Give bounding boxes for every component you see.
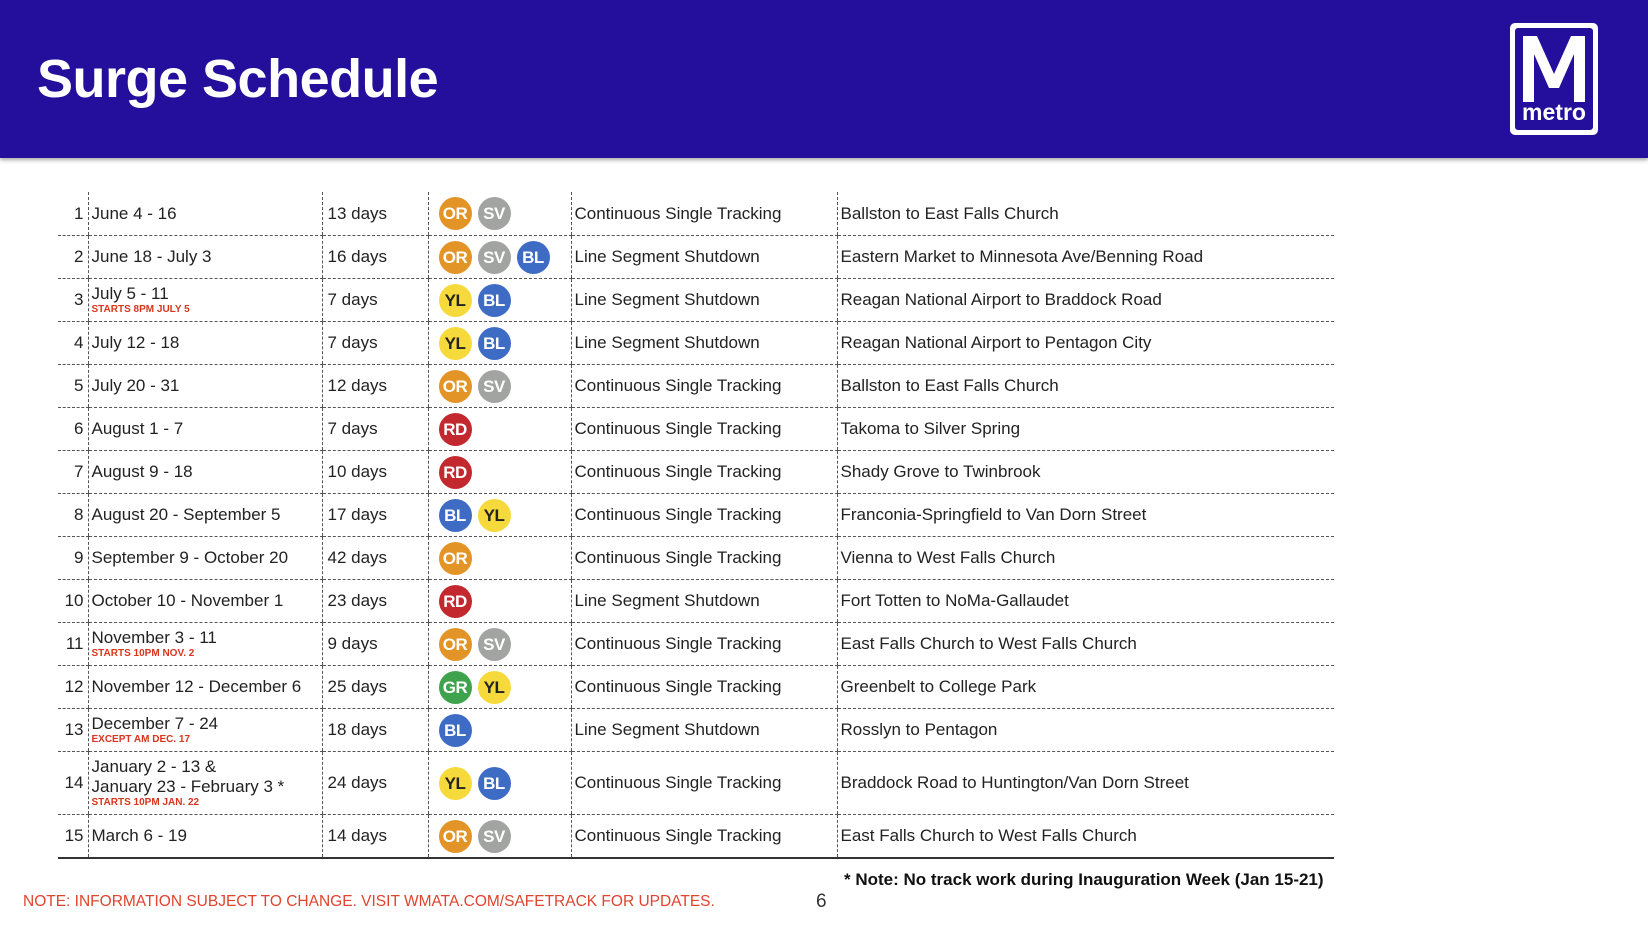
metro-logo-text: metro	[1522, 99, 1586, 125]
table-row	[58, 623, 1334, 666]
segment-cell: Takoma to Silver Spring	[837, 408, 1334, 451]
date-range: August 9 - 18	[91, 462, 193, 481]
work-type-cell: Line Segment Shutdown	[571, 709, 837, 752]
segment-cell: East Falls Church to West Falls Church	[837, 623, 1334, 666]
row-number: 9	[58, 537, 88, 580]
line-badge-sv: SV	[478, 197, 511, 230]
table-row	[58, 537, 1334, 580]
work-type-cell: Continuous Single Tracking	[571, 815, 837, 859]
date-range: July 12 - 18	[91, 333, 180, 352]
duration-cell: 7 days	[322, 322, 428, 365]
table-row	[58, 365, 1334, 408]
segment-cell: Reagan National Airport to Braddock Road	[837, 279, 1334, 322]
work-type-cell: Continuous Single Tracking	[571, 537, 837, 580]
line-badge-or: OR	[439, 542, 472, 575]
segment-cell: Ballston to East Falls Church	[837, 192, 1334, 236]
line-badge-bl: BL	[517, 241, 550, 274]
row-number: 15	[58, 815, 88, 859]
work-type-cell: Continuous Single Tracking	[571, 365, 837, 408]
lines-cell	[428, 451, 571, 494]
segment-cell: Shady Grove to Twinbrook	[837, 451, 1334, 494]
work-type-cell: Line Segment Shutdown	[571, 279, 837, 322]
duration-cell: 24 days	[322, 752, 428, 815]
row-number: 10	[58, 580, 88, 623]
lines-cell	[428, 666, 571, 709]
date-range-cell	[88, 408, 322, 451]
duration-cell: 17 days	[322, 494, 428, 537]
duration-cell: 9 days	[322, 623, 428, 666]
date-range: December 7 - 24	[91, 714, 219, 733]
date-range-cell	[88, 192, 322, 236]
line-badge-bl: BL	[478, 767, 511, 800]
row-number: 11	[58, 623, 88, 666]
date-range: October 10 - November 1	[91, 591, 284, 610]
line-badge-or: OR	[439, 628, 472, 661]
row-number: 3	[58, 279, 88, 322]
duration-cell: 18 days	[322, 709, 428, 752]
line-badge-sv: SV	[478, 820, 511, 853]
line-badge-bl: BL	[439, 499, 472, 532]
lines-cell	[428, 709, 571, 752]
table-row	[58, 408, 1334, 451]
date-range-cell	[88, 580, 322, 623]
table-row	[58, 279, 1334, 322]
date-range-cell	[88, 709, 322, 752]
work-type-cell: Continuous Single Tracking	[571, 494, 837, 537]
table-row	[58, 815, 1334, 859]
date-range-cell	[88, 279, 322, 322]
lines-cell	[428, 408, 571, 451]
lines-cell	[428, 537, 571, 580]
date-range: March 6 - 19	[91, 826, 187, 845]
segment-cell: Eastern Market to Minnesota Ave/Benning Road	[837, 236, 1334, 279]
row-number: 7	[58, 451, 88, 494]
work-type-cell: Line Segment Shutdown	[571, 322, 837, 365]
date-range: November 3 - 11	[91, 628, 217, 647]
start-time-note: STARTS 10PM NOV. 2	[91, 648, 195, 659]
line-badge-or: OR	[439, 197, 472, 230]
row-number: 5	[58, 365, 88, 408]
segment-cell: Vienna to West Falls Church	[837, 537, 1334, 580]
date-range-cell	[88, 494, 322, 537]
line-badge-sv: SV	[478, 628, 511, 661]
line-badge-bl: BL	[478, 327, 511, 360]
row-number: 4	[58, 322, 88, 365]
date-range-cell	[88, 451, 322, 494]
segment-cell: East Falls Church to West Falls Church	[837, 815, 1334, 859]
lines-cell	[428, 623, 571, 666]
lines-cell	[428, 752, 571, 815]
date-range: July 20 - 31	[91, 376, 180, 395]
metro-logo	[1510, 23, 1598, 135]
schedule-body	[58, 192, 1334, 858]
lines-cell	[428, 322, 571, 365]
row-number: 14	[58, 752, 88, 815]
line-badge-yl: YL	[478, 499, 511, 532]
table-row	[58, 451, 1334, 494]
duration-cell: 7 days	[322, 279, 428, 322]
inauguration-footnote: * Note: No track work during Inauguration Week (Jan 15-21)	[844, 870, 1324, 889]
table-row	[58, 322, 1334, 365]
row-number: 2	[58, 236, 88, 279]
line-badge-bl: BL	[439, 714, 472, 747]
work-type-cell: Line Segment Shutdown	[571, 580, 837, 623]
date-range-cell	[88, 752, 322, 815]
work-type-cell: Continuous Single Tracking	[571, 752, 837, 815]
line-badge-or: OR	[439, 241, 472, 274]
line-badge-sv: SV	[478, 241, 511, 274]
lines-cell	[428, 580, 571, 623]
page-title: Surge Schedule	[37, 49, 439, 109]
date-range-cell	[88, 815, 322, 859]
date-range: January 2 - 13 &	[91, 757, 217, 776]
work-type-cell: Line Segment Shutdown	[571, 236, 837, 279]
line-badge-rd: RD	[439, 456, 472, 489]
table-row	[58, 494, 1334, 537]
lines-cell	[428, 365, 571, 408]
line-badge-gr: GR	[439, 671, 472, 704]
duration-cell: 25 days	[322, 666, 428, 709]
date-range: November 12 - December 6	[91, 677, 302, 696]
date-range: August 1 - 7	[91, 419, 184, 438]
duration-cell: 7 days	[322, 408, 428, 451]
segment-cell: Rosslyn to Pentagon	[837, 709, 1334, 752]
footer-disclaimer: NOTE: INFORMATION SUBJECT TO CHANGE. VISIT WMATA.COM/SAFETRACK FOR UPDATES.	[23, 893, 715, 910]
row-number: 12	[58, 666, 88, 709]
date-range-cell	[88, 236, 322, 279]
line-badge-yl: YL	[439, 767, 472, 800]
line-badge-rd: RD	[439, 413, 472, 446]
segment-cell: Fort Totten to NoMa-Gallaudet	[837, 580, 1334, 623]
date-range-second: January 23 - February 3 *	[91, 777, 285, 796]
work-type-cell: Continuous Single Tracking	[571, 666, 837, 709]
duration-cell: 14 days	[322, 815, 428, 859]
table-row	[58, 192, 1334, 236]
work-type-cell: Continuous Single Tracking	[571, 408, 837, 451]
line-badge-yl: YL	[478, 671, 511, 704]
duration-cell: 16 days	[322, 236, 428, 279]
date-range: July 5 - 11	[91, 284, 169, 303]
line-badge-yl: YL	[439, 327, 472, 360]
schedule-table	[58, 192, 1334, 859]
lines-cell	[428, 494, 571, 537]
table-row	[58, 709, 1334, 752]
work-type-cell: Continuous Single Tracking	[571, 623, 837, 666]
lines-cell	[428, 236, 571, 279]
header-banner	[0, 0, 1648, 158]
work-type-cell: Continuous Single Tracking	[571, 192, 837, 236]
date-range: June 18 - July 3	[91, 247, 212, 266]
page-number: 6	[816, 891, 827, 912]
table-row	[58, 666, 1334, 709]
date-range: September 9 - October 20	[91, 548, 289, 567]
date-range-cell	[88, 623, 322, 666]
date-range-cell	[88, 365, 322, 408]
line-badge-rd: RD	[439, 585, 472, 618]
row-number: 6	[58, 408, 88, 451]
start-time-note: EXCEPT AM DEC. 17	[91, 734, 191, 745]
row-number: 1	[58, 192, 88, 236]
date-range: August 20 - September 5	[91, 505, 281, 524]
row-number: 13	[58, 709, 88, 752]
work-type-cell: Continuous Single Tracking	[571, 451, 837, 494]
duration-cell: 42 days	[322, 537, 428, 580]
line-badge-or: OR	[439, 820, 472, 853]
row-number: 8	[58, 494, 88, 537]
segment-cell: Franconia-Springfield to Van Dorn Street	[837, 494, 1334, 537]
metro-m-icon	[1515, 30, 1593, 106]
line-badge-or: OR	[439, 370, 472, 403]
date-range-cell	[88, 537, 322, 580]
segment-cell: Greenbelt to College Park	[837, 666, 1334, 709]
segment-cell: Ballston to East Falls Church	[837, 365, 1334, 408]
date-range: June 4 - 16	[91, 203, 177, 223]
lines-cell	[428, 279, 571, 322]
date-range-cell	[88, 666, 322, 709]
line-badge-sv: SV	[478, 370, 511, 403]
table-row	[58, 752, 1334, 815]
duration-cell: 10 days	[322, 451, 428, 494]
start-time-note: STARTS 10PM JAN. 22	[91, 797, 200, 808]
date-range-cell	[88, 322, 322, 365]
line-badge-yl: YL	[439, 284, 472, 317]
duration-cell: 13 days	[322, 192, 428, 236]
duration-cell: 12 days	[322, 365, 428, 408]
segment-cell: Reagan National Airport to Pentagon City	[837, 322, 1334, 365]
table-row	[58, 236, 1334, 279]
lines-cell	[428, 815, 571, 859]
line-badge-bl: BL	[478, 284, 511, 317]
duration-cell: 23 days	[322, 580, 428, 623]
start-time-note: STARTS 8PM JULY 5	[91, 304, 190, 315]
segment-cell: Braddock Road to Huntington/Van Dorn Street	[837, 752, 1334, 815]
lines-cell	[428, 192, 571, 236]
table-row	[58, 580, 1334, 623]
